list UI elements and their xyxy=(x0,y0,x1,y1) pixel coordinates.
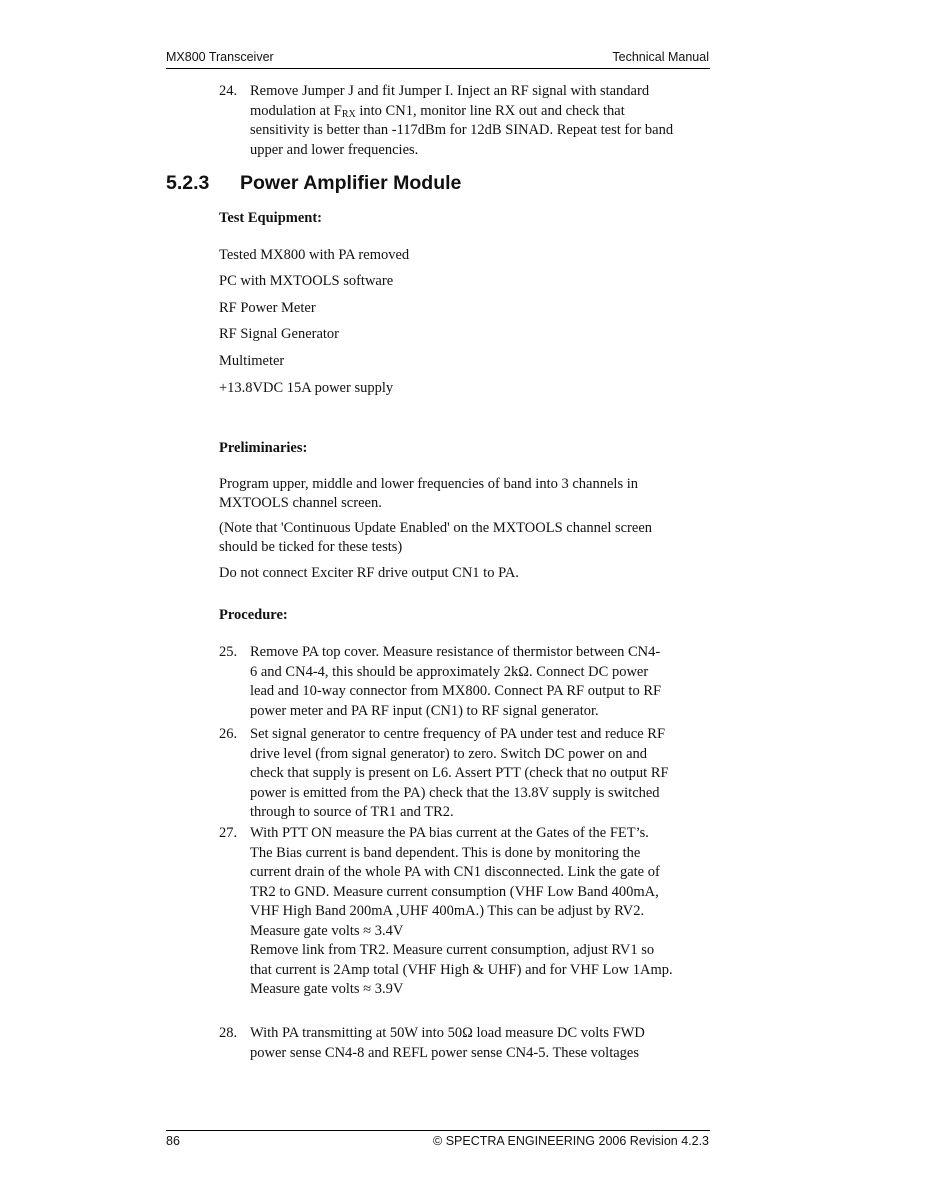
step-number: 27. xyxy=(219,825,238,841)
step-line: 6 and CN4-4, this should be approximately 2kΩ. Connect DC power xyxy=(250,663,649,680)
step-line: VHF High Band 200mA ,UHF 400mA.) This can be adjust by RV2. xyxy=(250,903,645,919)
section-title: Power Amplifier Module xyxy=(240,172,462,194)
footer-rule xyxy=(166,1130,710,1131)
step-line: TR2 to GND. Measure current consumption (VHF Low Band 400mA, xyxy=(250,883,659,900)
step-24-line: sensitivity is better than -117dBm for 12dB SINAD. Repeat test for band xyxy=(250,122,674,138)
equipment-item: PC with MXTOOLS software xyxy=(219,273,394,289)
header-title: MX800 Transceiver xyxy=(166,50,274,64)
step-line: With PA transmitting at 50W into 50Ω load measure DC volts FWD xyxy=(250,1025,645,1041)
step-line: Set signal generator to centre frequency of PA under test and reduce RF xyxy=(250,726,666,742)
step-number: 25. xyxy=(219,644,238,660)
text-fragment: into CN1, monitor line RX out and check that xyxy=(355,102,625,119)
page-footer xyxy=(166,1134,709,1152)
step-line: The Bias current is band dependent. This is done by monitoring the xyxy=(250,844,641,861)
section-number: 5.2.3 xyxy=(166,172,210,194)
step-number: 26. xyxy=(219,726,238,742)
preliminaries-text: Program upper, middle and lower frequencies of band into 3 channels in xyxy=(219,476,638,492)
step-line: power meter and PA RF input (CN1) to RF signal generator. xyxy=(250,702,599,719)
step-line: With PTT ON measure the PA bias current at the Gates of the FET’s. xyxy=(250,825,649,841)
step-line: through to source of TR1 and TR2. xyxy=(250,804,454,820)
test-equipment-heading: Test Equipment: xyxy=(219,210,323,226)
preliminaries-note: should be ticked for these tests) xyxy=(219,539,403,555)
equipment-item: RF Power Meter xyxy=(219,300,316,316)
step-24-line: upper and lower frequencies. xyxy=(250,141,419,158)
equipment-item: RF Signal Generator xyxy=(219,326,340,342)
step-line: current drain of the whole PA with CN1 disconnected. Link the gate of xyxy=(250,864,660,880)
step-line: Measure gate volts ≈ 3.9V xyxy=(250,981,404,997)
step-line: Remove PA top cover. Measure resistance of thermistor between CN4- xyxy=(250,644,661,660)
step-line: that current is 2Amp total (VHF High & UHF) and for VHF Low 1Amp. xyxy=(250,961,673,978)
page-number: 86 xyxy=(166,1134,180,1148)
preliminaries-note: (Note that 'Continuous Update Enabled' on the MXTOOLS channel screen xyxy=(219,520,653,536)
equipment-item: Multimeter xyxy=(219,353,285,369)
page-header xyxy=(166,50,709,68)
step-line: drive level (from signal generator) to zero. Switch DC power on and xyxy=(250,745,648,762)
step-line: check that supply is present on L6. Assert PTT (check that no output RF xyxy=(250,765,669,781)
header-document-type: Technical Manual xyxy=(612,50,709,64)
step-line: power is emitted from the PA) check that the 13.8V supply is switched xyxy=(250,784,660,801)
equipment-item: Tested MX800 with PA removed xyxy=(219,247,410,263)
preliminaries-heading: Preliminaries: xyxy=(219,440,308,456)
step-line: Measure gate volts ≈ 3.4V xyxy=(250,922,404,939)
procedure-heading: Procedure: xyxy=(219,607,288,623)
step-line: Remove link from TR2. Measure current consumption, adjust RV1 so xyxy=(250,942,655,958)
equipment-item: +13.8VDC 15A power supply xyxy=(219,380,394,396)
step-number: 28. xyxy=(219,1025,238,1041)
step-line: lead and 10-way connector from MX800. Connect PA RF output to RF xyxy=(250,683,662,699)
step-number: 24. xyxy=(219,83,238,99)
step-24-line xyxy=(250,102,673,122)
step-line: power sense CN4-8 and REFL power sense CN4-5. These voltages xyxy=(250,1044,640,1061)
subscript: RX xyxy=(341,108,356,120)
step-24-line: Remove Jumper J and fit Jumper I. Inject an RF signal with standard xyxy=(250,83,650,99)
text-fragment: modulation at F xyxy=(250,102,342,119)
preliminaries-warning: Do not connect Exciter RF drive output CN1 to PA. xyxy=(219,565,519,581)
preliminaries-text: MXTOOLS channel screen. xyxy=(219,495,382,511)
footer-copyright: © SPECTRA ENGINEERING 2006 Revision 4.2.3 xyxy=(433,1134,709,1148)
section-heading xyxy=(166,172,461,195)
header-rule xyxy=(166,68,710,69)
